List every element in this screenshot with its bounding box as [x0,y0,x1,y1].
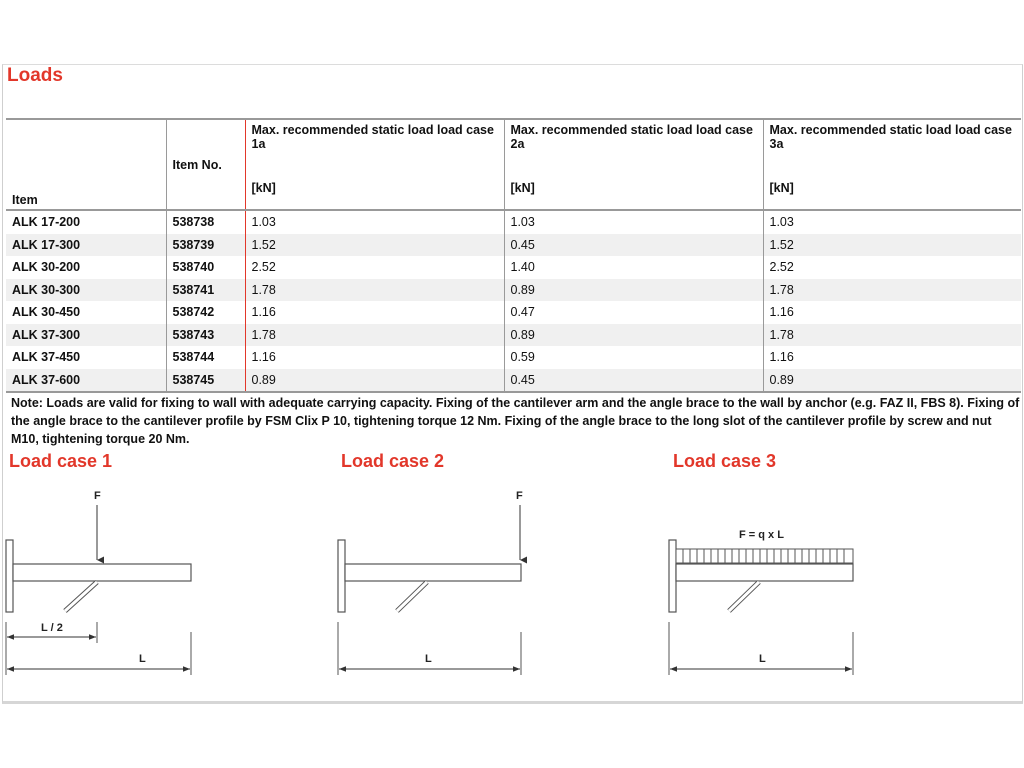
cell-case-3: 1.16 [769,305,794,319]
header-case-2-label: Max. recommended static load load case 2a [510,123,753,151]
load-case-3-diagram [669,529,853,675]
cell-case-1: 0.89 [245,369,504,393]
cell-case-1: 2.52 [245,256,504,279]
cell-item: ALK 37-600 [6,369,166,393]
note-text: Note: Loads are valid for fixing to wall with adequate carrying capacity. Fixing of the cantilever arm and the angle brace to the wall by anchor (e.g. FAZ II, FBS 8). Fixing of the angle brace to the cantilever profile by FSM Clix P 10, tightening torque 12 Nm. Fixing of the angle brace to the long slot of the cantilever profile by screw and nut M10, tightening torque 20 Nm. [11,396,1020,446]
cell-case-3: 1.16 [769,350,794,364]
cell-case-1: 1.52 [245,234,504,257]
cell-case-3: 1.78 [763,279,1021,302]
cantilever-arm [13,564,191,581]
load-case-2-title: Load case 2 [341,451,445,471]
cell-case-2: 1.40 [504,256,763,279]
wall-plate [338,540,345,612]
load-case-1-diagram [6,490,191,675]
force-label: F = q x L [739,529,784,541]
cell-case-2: 0.59 [504,346,763,369]
angle-brace-inner [729,582,759,611]
header-case-3-unit: [kN] [769,181,794,195]
angle-brace-inner [65,582,97,611]
force-label: F [516,490,523,502]
cell-item: ALK 37-300 [6,324,166,347]
cell-case-1: 1.03 [245,210,504,234]
header-item: Item [6,119,166,210]
header-case-3-label: Max. recommended static load load case 3a [769,123,1012,151]
cell-case-2: 0.45 [504,369,763,393]
cell-case-3: 0.89 [763,369,1021,393]
cell-case-3: 2.52 [769,260,794,274]
cell-case-1: 1.16 [245,346,504,369]
length-label: L [425,653,432,665]
cell-item-no: 538739 [166,234,245,257]
section-title: Loads [7,65,63,86]
load-case-3-title: Load case 3 [673,451,777,471]
half-length-label: L / 2 [41,622,63,634]
cell-item: ALK 30-200 [6,256,166,279]
cell-item: ALK 17-200 [6,210,166,234]
header-case-2-unit: [kN] [510,181,535,195]
cell-item-no: 538738 [166,210,245,234]
force-label: F [94,490,101,502]
header-case-1-label: Max. recommended static load load case 1a [251,123,494,151]
cell-case-1: 1.16 [245,301,504,324]
cell-case-3: 1.03 [769,215,794,229]
cell-item-no: 538742 [166,301,245,324]
cell-case-3: 1.52 [763,234,1021,257]
cell-item-no: 538741 [166,279,245,302]
cell-item: ALK 37-450 [6,346,166,369]
cell-case-1: 1.78 [245,279,504,302]
wall-plate [669,540,676,612]
cell-case-2: 0.47 [504,301,763,324]
cell-case-2: 1.03 [504,210,763,234]
cell-item: ALK 30-300 [6,279,166,302]
angle-brace-inner [397,582,427,611]
cell-case-1: 1.78 [245,324,504,347]
loads-sheet [2,64,1023,704]
cell-item: ALK 30-450 [6,301,166,324]
load-case-1-title: Load case 1 [9,451,113,471]
length-label: L [139,653,146,665]
cell-item-no: 538745 [166,369,245,393]
cell-case-3: 1.78 [763,324,1021,347]
wall-plate [6,540,13,612]
load-case-diagrams [3,65,1022,701]
cell-case-2: 0.89 [504,279,763,302]
load-case-2-diagram [338,490,523,675]
cell-item-no: 538743 [166,324,245,347]
cell-case-2: 0.45 [504,234,763,257]
cantilever-arm [345,564,521,581]
distributed-load [676,549,853,563]
header-case-1-unit: [kN] [251,181,276,195]
header-item-no: Item No. [166,119,245,210]
cell-item-no: 538744 [166,346,245,369]
cell-item-no: 538740 [166,256,245,279]
length-label: L [759,653,766,665]
cantilever-arm [676,564,853,581]
cell-item: ALK 17-300 [6,234,166,257]
cell-case-2: 0.89 [504,324,763,347]
